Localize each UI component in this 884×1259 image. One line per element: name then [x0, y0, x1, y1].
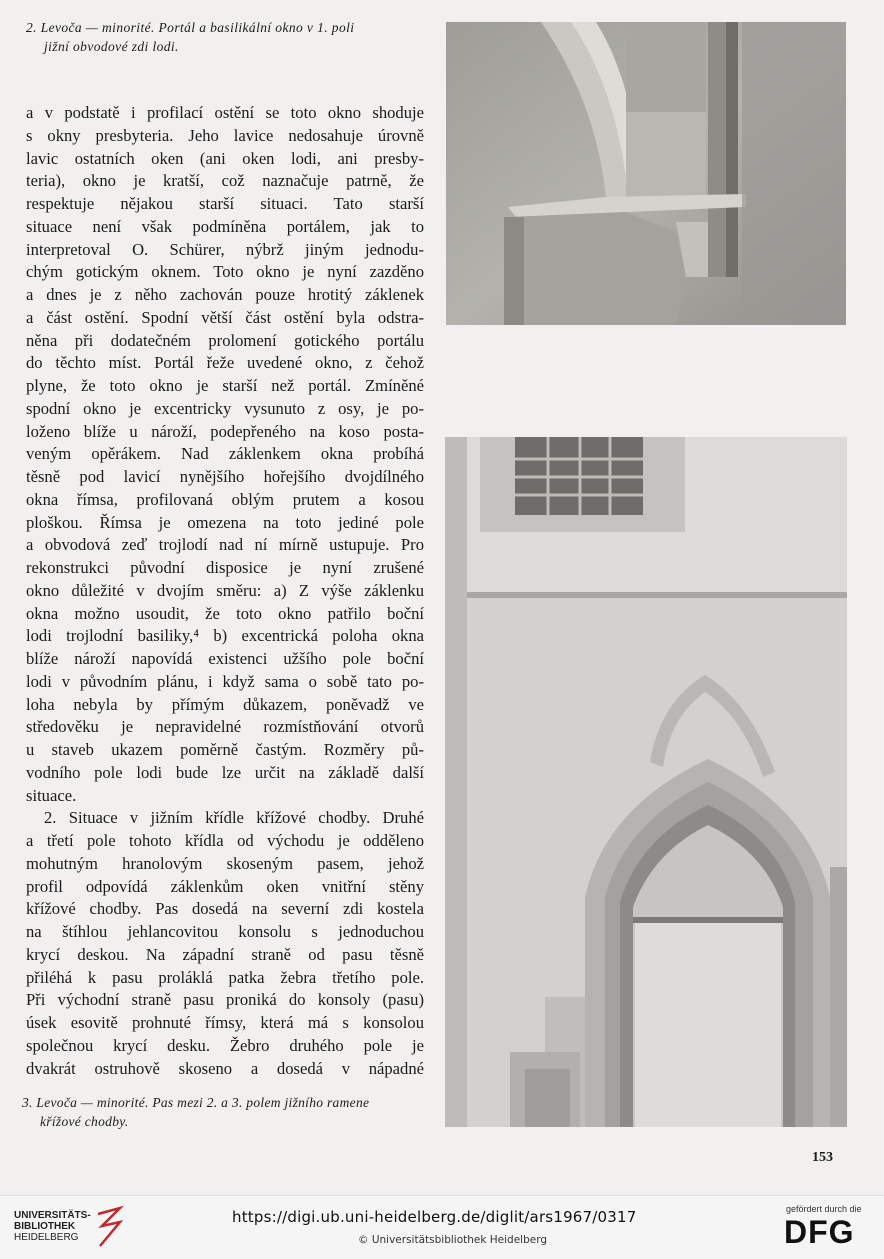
- text-line: do těchto míst. Portál řeže uvedené okno, z čehož: [26, 353, 424, 373]
- text-line: něna při dodatečném prolomení gotického portálu: [26, 330, 424, 350]
- text-line: situace.: [26, 785, 77, 805]
- dfg-logo[interactable]: DFG: [784, 1214, 855, 1250]
- figure-3-caption: [22, 1093, 432, 1131]
- portal-window-photo: [446, 22, 846, 325]
- text-line: loha nebyla by přímým důkazem, poněvadž ve: [26, 694, 424, 714]
- text-line: ploškou. Římsa je omezena na toto jediné pole: [26, 512, 424, 532]
- caption-line: 2. Levoča — minorité. Portál a basilikální okno v 1. poli: [26, 20, 355, 35]
- text-line: situace není však podmíněna portálem, jak to: [26, 216, 424, 236]
- text-line: a obvodová zeď trojlodí nad ní mírně ustupuje. Pro: [26, 535, 424, 555]
- article-body: [26, 102, 424, 1080]
- text-line: přiléhá k pasu proláklá patka žebra třetího pole.: [26, 967, 424, 987]
- text-line: těsně pod lavicí nynějšího hořejšího dvojdílného: [26, 467, 424, 486]
- text-line: okna možno usoudit, že toto okno patřilo boční: [26, 603, 424, 623]
- text-line: okno důležité v dvojím směru: a) Z výše záklenku: [26, 580, 424, 600]
- library-logo-icon: [94, 1204, 124, 1250]
- text-line: rekonstrukci původní disposice je nyní zrušené: [26, 558, 424, 577]
- text-line: s okny presbyteria. Jeho lavice nedosahuje úrovně: [26, 125, 424, 145]
- text-line: loženo blíže u nároží, podepřeného na koso posta-: [26, 421, 424, 441]
- text-line: blíže nároží napovídá existenci užšího pole boční: [26, 649, 424, 668]
- text-line: lodi v původním plánu, i když sama o sobě tato po-: [26, 671, 424, 691]
- text-line: lodi trojlodní basiliky,⁴ b) excentrická poloha okna: [26, 626, 424, 646]
- page-number: 153: [812, 1150, 833, 1165]
- library-name-line: HEIDELBERG: [14, 1232, 79, 1243]
- text-line: plyne, že toto okno je starší než portál. Zmíněné: [26, 376, 424, 395]
- text-line: veným opěrákem. Nad záklenkem okna probíhá: [26, 444, 424, 464]
- figure-3-photo: [445, 437, 847, 1127]
- text-line: a třetí pole tohoto křídla od východu je odděleno: [26, 831, 424, 850]
- text-line: a v podstatě i profilací ostění se toto okno shoduje: [26, 103, 424, 122]
- text-line: 2. Situace v jižním křídle křížové chodby. Druhé: [44, 808, 424, 828]
- library-name-line: UNIVERSITÄTS-: [14, 1210, 91, 1221]
- text-line: mohutným hranolovým skoseným pasem, jehož: [26, 853, 424, 873]
- text-line: okna římsa, profilovaná oblým prutem a kosou: [26, 489, 424, 509]
- figure-2-photo: [446, 22, 846, 325]
- text-line: dvakrát ostruhově skoseno a dosedá v nápadné: [26, 1058, 424, 1078]
- copyright-text: © Universitätsbibliothek Heidelberg: [358, 1234, 548, 1246]
- caption-line: 3. Levoča — minorité. Pas mezi 2. a 3. polem jižního ramene: [22, 1095, 370, 1110]
- text-line: středověku je nepravidelné rozmístňování otvorů: [26, 717, 424, 737]
- text-line: na štíhlou jehlancovitou konsolu s jednoduchou: [26, 922, 424, 941]
- library-logo-text[interactable]: [14, 1210, 91, 1243]
- text-line: Při východní straně pasu proniká do konsoly (pasu): [26, 990, 424, 1010]
- document-url-link[interactable]: https://digi.ub.uni-heidelberg.de/diglit/ars1967/0317: [232, 1208, 637, 1226]
- text-line: křížové chodby. Pas dosedá na severní zdi kostela: [26, 899, 424, 919]
- figure-2-caption: [26, 18, 431, 56]
- text-line: vodního pole lodi bude lze určit na základě další: [26, 762, 424, 782]
- text-line: chým gotickým oknem. Toto okno je nyní zazděno: [26, 262, 424, 282]
- caption-line: křížové chodby.: [40, 1114, 129, 1129]
- text-line: společnou krycí desku. Žebro druhého pole je: [26, 1035, 424, 1055]
- library-name-line: BIBLIOTHEK: [14, 1221, 76, 1232]
- funded-by-label: gefördert durch die: [786, 1204, 862, 1214]
- caption-line: jižní obvodové zdi lodi.: [44, 39, 179, 54]
- text-line: u staveb ukazem poměrně častým. Rozměry pů-: [26, 740, 424, 759]
- text-line: interpretoval O. Schürer, nýbrž jiným jednodu-: [26, 239, 424, 259]
- text-line: a část ostění. Spodní větší část ostění byla odstra-: [26, 307, 424, 327]
- text-line: úsek esovitě prohnuté římsy, která má s konsolou: [26, 1013, 424, 1032]
- footer-bar: [0, 1195, 884, 1259]
- text-line: teria), okno je kratší, což naznačuje patrně, že: [26, 171, 424, 191]
- text-line: lavic ostatních oken (ani oken lodi, ani presby-: [26, 148, 424, 168]
- text-line: profil odpovídá záklenkům oken vnitřní stěny: [26, 876, 424, 896]
- gothic-portal-photo: [445, 437, 847, 1127]
- text-line: krycí deskou. Na západní straně od pasu těsně: [26, 944, 424, 964]
- text-line: respektuje nějakou starší situaci. Tato starší: [26, 194, 424, 213]
- text-line: a dnes je z něho zachován pouze hrotitý záklenek: [26, 285, 424, 304]
- text-line: spodní okno je excentricky vysunuto z osy, je po-: [26, 398, 424, 418]
